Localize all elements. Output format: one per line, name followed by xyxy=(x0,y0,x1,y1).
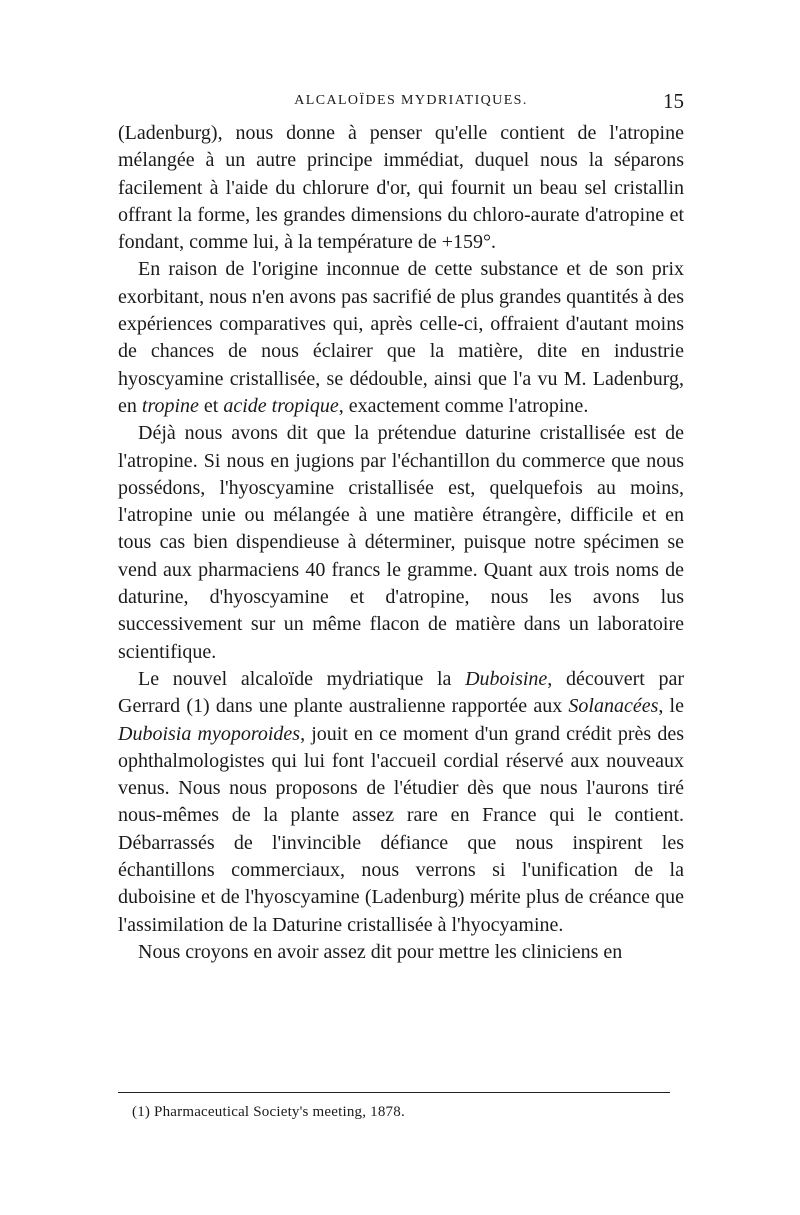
paragraph xyxy=(118,256,684,420)
italic-text: Duboisine xyxy=(465,667,548,690)
text-run: , exactement comme l'atropine. xyxy=(338,394,589,417)
text-run: Nous croyons en avoir assez dit pour mettre les cliniciens en xyxy=(138,940,623,963)
text-run: , jouit en ce moment d'un grand crédit près des ophthalmologistes qui lui font l'accueil cordial réservé aux nouveaux venus. Nous nous proposons de l'étudier dès que nous l'aurons tiré nous-mêmes de la plante assez rare en France qui le contient. Débarrassés de l'invincible défiance que nous inspirent les échantillons commerciaux, nous verrons si l'unification de la duboisine et de l'hyoscyamine (Ladenburg) mérite plus de créance que l'assimilation de la Daturine cristallisée à l'hyocyamine. xyxy=(118,722,684,936)
paragraph xyxy=(118,420,684,666)
text-run: , le xyxy=(658,695,684,718)
text-run: En raison de l'origine inconnue de cette substance et de son prix exorbitant, nous n'en avons pas sacrifié de plus grandes quantités à des expériences comparatives qui, après celle-ci, offraient d'autant moins de chances de nous éclairer que la matière, dite en industrie hyoscyamine cristallisée, se dédouble, ainsi que l'a vu M. Ladenburg, en xyxy=(118,258,684,417)
footnote: (1) Pharmaceutical Society's meeting, 1878. xyxy=(132,1104,405,1120)
page-number: 15 xyxy=(663,89,684,113)
paragraph xyxy=(118,666,684,939)
text-run: Le nouvel alcaloïde mydriatique la xyxy=(138,667,466,690)
italic-text: acide tropique xyxy=(223,394,339,417)
text-run: , découvert par Gerrard (1) dans une plante australienne rapportée aux xyxy=(118,667,684,718)
italic-text: tropine xyxy=(141,394,199,417)
body-text xyxy=(118,120,684,966)
paragraph xyxy=(118,120,684,256)
text-run: Déjà nous avons dit que la prétendue daturine cristallisée est de l'atropine. Si nous en jugions par l'échantillon du commerce que nous possédons, l'hyoscyamine cristallisée est, quelquefois au moins, l'atropine unie ou mélangée à une matière étrangère, difficile et en tous cas bien dispendieuse à déterminer, puisque notre spécimen se vend aux pharmaciens 40 francs le gramme. Quant aux trois noms de daturine, d'hyoscyamine et d'atropine, nous les avons lus successivement sur un même flacon de matière dans un laboratoire scientifique. xyxy=(118,422,684,663)
footnote-divider xyxy=(118,1092,670,1093)
text-run: et xyxy=(198,394,224,417)
text-run: (Ladenburg), nous donne à penser qu'elle contient de l'atropine mélangée à un autre principe immédiat, duquel nous la séparons facilement à l'aide du chlorure d'or, qui fournit un beau sel cristallin offrant la forme, les grandes dimensions du chloro-aurate d'atropine et fondant, comme lui, à la température de +159°. xyxy=(118,122,684,254)
paragraph xyxy=(118,939,684,966)
italic-text: Duboisia myoporoides xyxy=(118,722,301,745)
running-title: ALCALOÏDES MYDRIATIQUES. xyxy=(294,93,528,108)
italic-text: Solanacées xyxy=(568,695,659,718)
running-head xyxy=(118,89,684,121)
